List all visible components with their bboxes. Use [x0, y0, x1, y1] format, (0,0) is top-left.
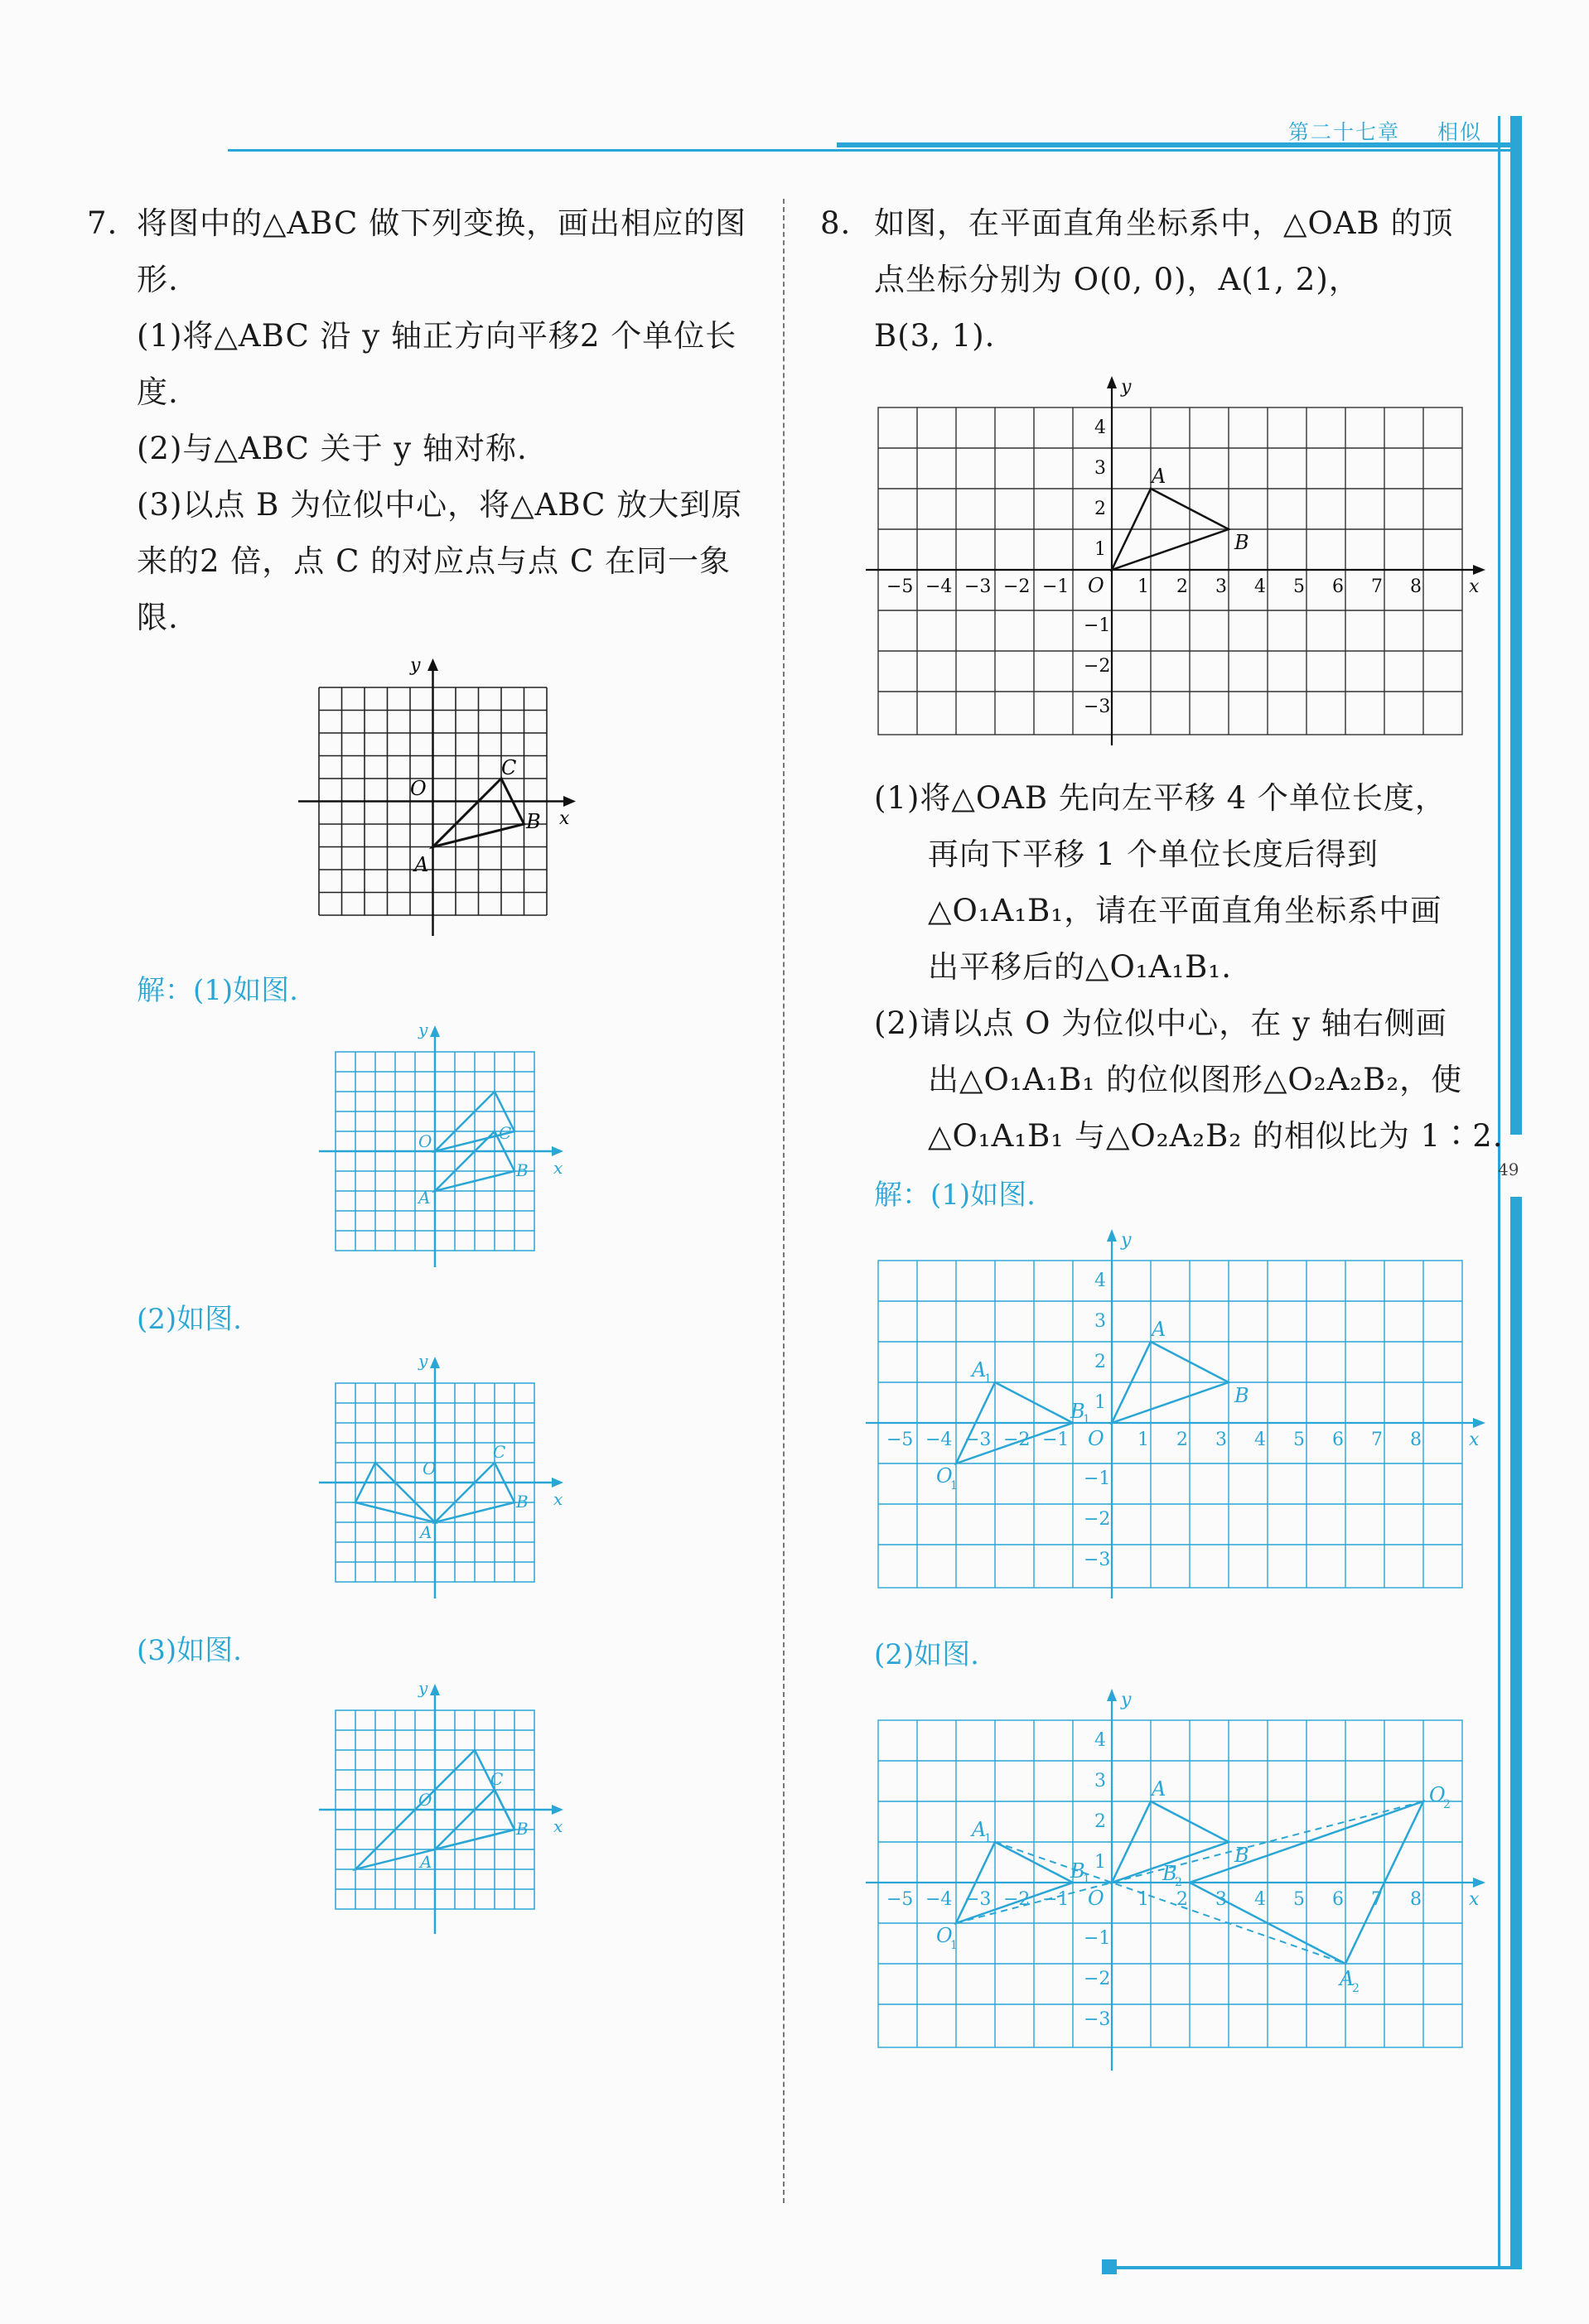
q8a2-tick-xn2: −2: [1003, 1889, 1031, 1910]
q8a1-tick-x7: 7: [1371, 1430, 1383, 1450]
q8a2-tick-xn4: −4: [925, 1889, 953, 1910]
q8-tick-x7: 7: [1371, 576, 1383, 597]
q8a2-tick-xn1: −1: [1042, 1889, 1070, 1910]
q8a2-tick-x4: 4: [1254, 1889, 1266, 1910]
edge-line: [1498, 116, 1500, 2269]
q8-tick-xn5: −5: [886, 576, 914, 597]
q8a1-tick-x8: 8: [1410, 1430, 1422, 1450]
q8-tick-x4: 4: [1254, 576, 1266, 597]
q8a1-tick-xn4: −4: [925, 1430, 953, 1450]
q8a2-label-a1: A: [972, 1818, 987, 1841]
q7a2-label-x: x: [553, 1489, 563, 1509]
q8-tick-yn1: −1: [1084, 615, 1111, 636]
column-divider: [783, 199, 785, 2203]
q8a2-label-a: A: [1152, 1777, 1166, 1801]
q7-figure: [294, 654, 592, 944]
q8a2-sub-b1: 1: [1083, 1873, 1090, 1886]
q8a2-label-o: O: [1088, 1887, 1104, 1910]
q8-label-y: y: [1121, 377, 1132, 398]
q7a2-label-b: B: [516, 1492, 529, 1512]
q7-answer-1: 解：(1)如图.: [137, 974, 298, 1007]
q8-tick-xn2: −2: [1003, 576, 1031, 597]
q8a1-sub-a1: 1: [984, 1372, 992, 1386]
q8a2-label-b: B: [1234, 1844, 1249, 1867]
q8-tick-yn2: −2: [1084, 656, 1111, 677]
q7a1-label-b: B: [516, 1160, 529, 1180]
q7a1-label-x: x: [553, 1158, 563, 1178]
q8-label-o: O: [1088, 574, 1104, 597]
q8a2-tick-yn1: −1: [1084, 1928, 1111, 1949]
q8a2-sub-o1: 1: [950, 1939, 958, 1952]
q7a1-label-a: A: [418, 1188, 431, 1208]
q8a1-tick-xn3: −3: [964, 1430, 992, 1450]
q8-tick-x6: 6: [1332, 576, 1344, 597]
q8a1-tick-x6: 6: [1332, 1430, 1344, 1450]
q8a2-label-o1: O: [936, 1924, 953, 1947]
q7-answer-2: (2)如图.: [137, 1303, 242, 1336]
q7-number: 7.: [87, 205, 118, 241]
q8-part2-line3: △O₁A₁B₁ 与△O₂A₂B₂ 的相似比为 1∶2.: [928, 1118, 1504, 1154]
q7-part2: (2)与△ABC 关于 y 轴对称.: [137, 431, 528, 466]
q8a1-tick-y3: 3: [1094, 1311, 1106, 1332]
q7a3-label-a: A: [420, 1852, 432, 1872]
q7a2-label-y: y: [418, 1351, 428, 1371]
q7a2-label-c: C: [493, 1442, 506, 1462]
q8-label-a: A: [1152, 465, 1166, 488]
q8a1-tick-y1: 1: [1094, 1392, 1106, 1413]
q7-answer-figure-2: [315, 1351, 580, 1611]
q7a1-label-c: C: [499, 1123, 512, 1143]
q7-label-x: x: [559, 808, 570, 829]
q7a3-label-o: O: [418, 1790, 432, 1810]
header-chapter: 第二十七章: [1288, 120, 1401, 144]
q8a1-label-o1: O: [936, 1464, 953, 1487]
header-rule-thick: [837, 142, 1516, 147]
q8a2-label-b1: B: [1070, 1859, 1085, 1883]
q7a2-label-a: A: [420, 1522, 432, 1542]
q8-label-b: B: [1234, 531, 1249, 554]
q8a2-tick-y1: 1: [1094, 1852, 1106, 1873]
q8a1-sub-o1: 1: [950, 1479, 958, 1492]
q8a1-tick-xn5: −5: [886, 1430, 914, 1450]
q8a2-tick-y4: 4: [1094, 1730, 1106, 1751]
q8-part1-line3: △O₁A₁B₁，请在平面直角坐标系中画: [928, 893, 1442, 928]
q7a3-label-c: C: [490, 1769, 504, 1789]
q8-stem-line1: 如图，在平面直角坐标系中，△OAB 的顶: [874, 205, 1454, 241]
q8-part1-line2: 再向下平移 1 个单位长度后得到: [928, 837, 1379, 872]
q8a2-tick-x5: 5: [1293, 1889, 1305, 1910]
q8a2-tick-x1: 1: [1137, 1889, 1149, 1910]
q8-label-x: x: [1469, 576, 1480, 597]
q8-tick-x8: 8: [1410, 576, 1422, 597]
q7a1-label-o: O: [418, 1131, 432, 1151]
q8-answer-figure-1: [866, 1226, 1487, 1598]
q8-tick-x2: 2: [1176, 576, 1188, 597]
q8-answer-2: (2)如图.: [874, 1638, 979, 1671]
q8a2-tick-xn5: −5: [886, 1889, 914, 1910]
q8a1-tick-yn3: −3: [1084, 1550, 1111, 1570]
q8a1-tick-x1: 1: [1137, 1430, 1149, 1450]
q8a2-tick-x6: 6: [1332, 1889, 1344, 1910]
q8a1-tick-x5: 5: [1293, 1430, 1305, 1450]
q8-tick-xn3: −3: [964, 576, 992, 597]
q8a2-tick-yn2: −2: [1084, 1969, 1111, 1989]
q8a2-label-y: y: [1121, 1690, 1132, 1710]
q8a1-tick-x3: 3: [1215, 1430, 1227, 1450]
q8-part2-line1: (2)请以点 O 为位似中心，在 y 轴右侧画: [874, 1005, 1447, 1041]
q8-answer-1: 解：(1)如图.: [874, 1179, 1036, 1212]
q8-tick-yn3: −3: [1084, 697, 1111, 717]
q8-answer-figure-2: [866, 1685, 1487, 2075]
q8a2-tick-y3: 3: [1094, 1771, 1106, 1791]
edge-bar-bottom: [1510, 1197, 1522, 2269]
q8-stem-line2: 点坐标分别为 O(0, 0)，A(1, 2)，: [874, 262, 1360, 297]
edge-bar-top: [1510, 116, 1522, 1135]
q8a2-label-x: x: [1469, 1889, 1480, 1910]
q8a2-tick-xn3: −3: [964, 1889, 992, 1910]
q8a1-label-a1: A: [972, 1358, 987, 1381]
q8-part1-line4: 出平移后的△O₁A₁B₁.: [928, 949, 1232, 985]
q8a1-tick-yn2: −2: [1084, 1509, 1111, 1530]
q8-tick-y3: 3: [1094, 458, 1106, 479]
q8a1-label-b1: B: [1070, 1400, 1085, 1423]
page-number: 49: [1498, 1160, 1519, 1179]
q8a1-tick-x2: 2: [1176, 1430, 1188, 1450]
q8a2-label-b2: B: [1162, 1862, 1177, 1885]
q8-tick-x5: 5: [1293, 576, 1305, 597]
q8a1-label-x: x: [1469, 1430, 1480, 1450]
q8a2-label-a2: A: [1340, 1967, 1355, 1990]
q7-part1: (1)将△ABC 沿 y 轴正方向平移2 个单位长度.: [137, 318, 737, 410]
q8a1-tick-xn1: −1: [1042, 1430, 1070, 1450]
q8-tick-xn1: −1: [1042, 576, 1070, 597]
q8a2-tick-x2: 2: [1176, 1889, 1188, 1910]
q7a1-label-y: y: [418, 1020, 428, 1039]
q8-tick-y2: 2: [1094, 499, 1106, 519]
q8-tick-y4: 4: [1094, 417, 1106, 438]
q8-tick-y1: 1: [1094, 539, 1106, 560]
q8-tick-x3: 3: [1215, 576, 1227, 597]
q8a2-tick-yn3: −3: [1084, 2009, 1111, 2030]
q8a2-tick-x7: 7: [1371, 1889, 1383, 1910]
q8-part2-line2: 出△O₁A₁B₁ 的位似图形△O₂A₂B₂，使: [928, 1062, 1463, 1097]
header-rule: [228, 149, 1520, 152]
q8a1-sub-b1: 1: [1083, 1413, 1090, 1426]
q7-label-c: C: [501, 756, 517, 779]
q8a1-tick-y4: 4: [1094, 1270, 1106, 1291]
q8-tick-xn4: −4: [925, 576, 953, 597]
q8a2-sub-a2: 2: [1352, 1982, 1360, 1995]
footer-rule: [1110, 2266, 1520, 2269]
q7a2-label-o: O: [423, 1459, 437, 1478]
q7-label-b: B: [526, 810, 541, 833]
q7-label-a: A: [414, 853, 429, 876]
q8a1-label-y: y: [1121, 1230, 1132, 1251]
q7a3-label-y: y: [418, 1678, 428, 1698]
q8a2-sub-b2: 2: [1175, 1876, 1182, 1889]
q7-answer-figure-1: [315, 1020, 580, 1280]
q8-figure: [866, 373, 1487, 745]
q8-part1-line1: (1)将△OAB 先向左平移 4 个单位长度，: [874, 780, 1447, 816]
q8a1-label-b: B: [1234, 1384, 1249, 1407]
q8-tick-x1: 1: [1137, 576, 1149, 597]
q8a1-tick-yn1: −1: [1084, 1468, 1111, 1489]
header-title: 相似: [1437, 120, 1483, 144]
q7-stem: 将图中的△ABC 做下列变换，画出相应的图形.: [137, 205, 747, 297]
q7-label-o: O: [410, 777, 427, 800]
q7-part3: (3)以点 B 为位似中心，将△ABC 放大到原来的2 倍，点 C 的对应点与点 C 在同一象限.: [137, 487, 743, 635]
q7a3-label-x: x: [553, 1816, 563, 1836]
q8-number: 8.: [820, 205, 852, 241]
q8a1-tick-x4: 4: [1254, 1430, 1266, 1450]
q8a2-tick-x3: 3: [1215, 1889, 1227, 1910]
q8a1-label-o: O: [1088, 1427, 1104, 1450]
q8a1-tick-y2: 2: [1094, 1352, 1106, 1372]
q8a2-tick-x8: 8: [1410, 1889, 1422, 1910]
q7a3-label-b: B: [516, 1819, 529, 1839]
q8a2-tick-y2: 2: [1094, 1811, 1106, 1832]
q8a1-label-a: A: [1152, 1318, 1166, 1341]
footer-square: [1102, 2259, 1117, 2274]
q8a1-tick-xn2: −2: [1003, 1430, 1031, 1450]
q7-answer-3: (3)如图.: [137, 1634, 242, 1667]
q8a2-sub-o2: 2: [1443, 1798, 1451, 1811]
q8a2-label-o2: O: [1429, 1783, 1446, 1806]
q7-answer-figure-3: [315, 1678, 580, 1946]
q8a2-sub-a1: 1: [984, 1832, 992, 1845]
q7-label-y: y: [410, 655, 421, 676]
q8-stem-line3: B(3, 1).: [874, 318, 996, 354]
